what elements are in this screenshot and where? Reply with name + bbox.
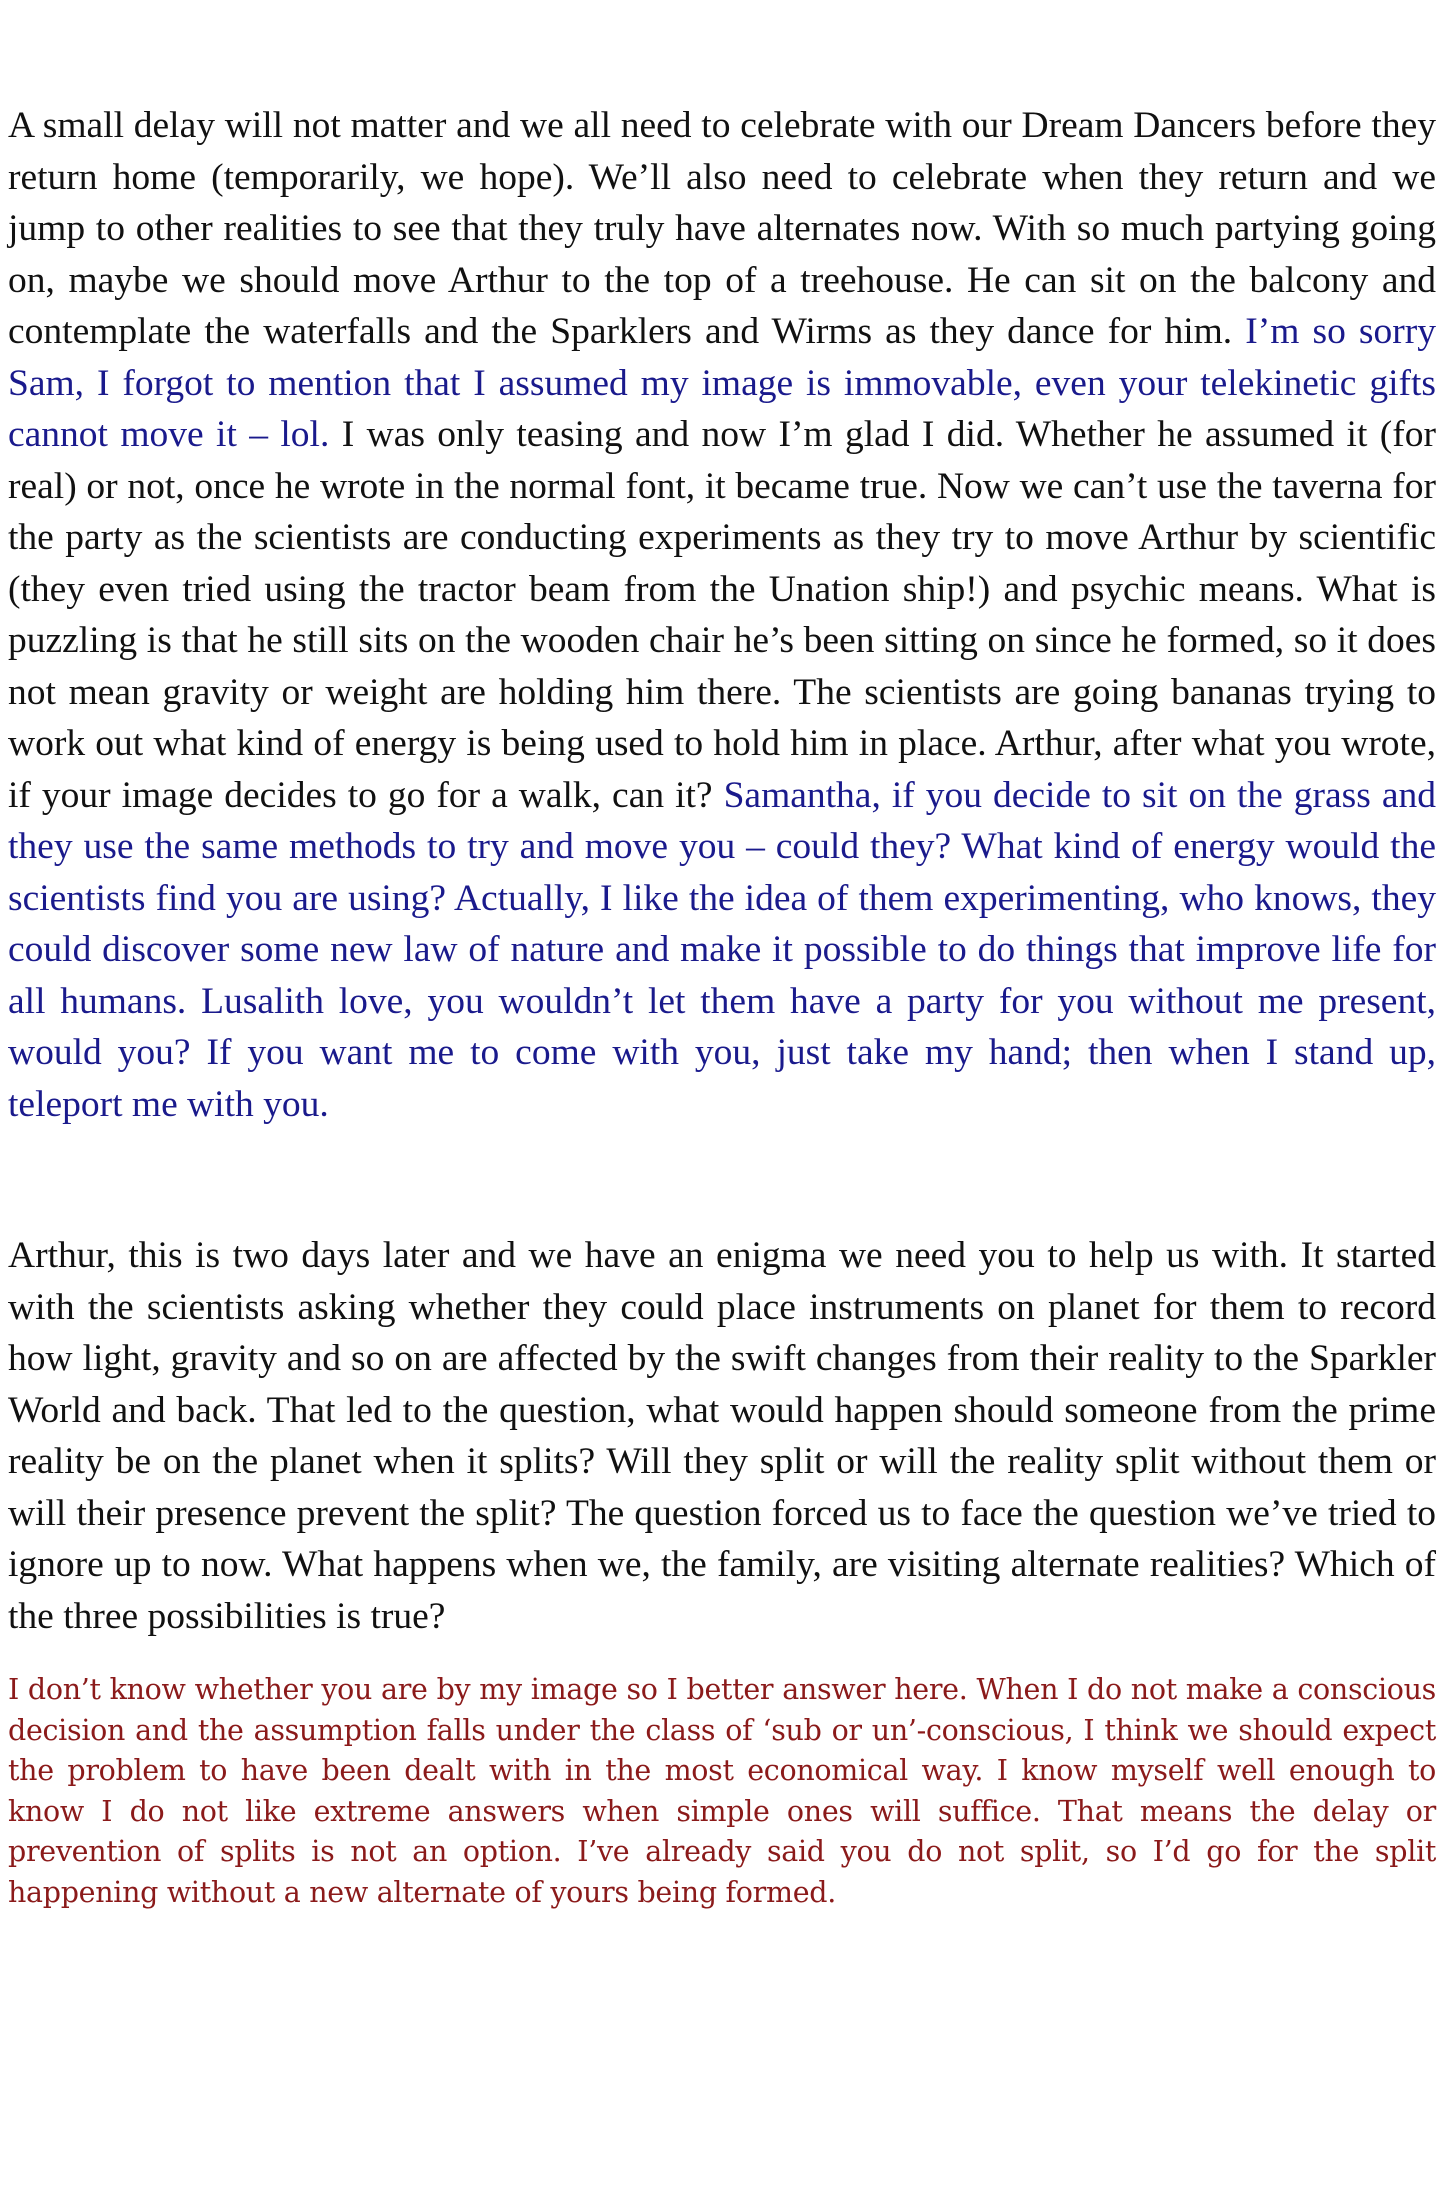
document-page — [8, 100, 1436, 1913]
arthur-answer: I don’t know whether you are by my image so I better answer here. When I do not make a conscious decision and the assumption falls under the class of ‘sub or un’-conscious, I think we should expect the problem to have been dealt with in the most economical way. I know myself well enough to know I do not like extreme answers when simple ones will suffice. That means the delay or prevention of splits is not an option. I’ve already said you do not split, so I’d go for the split happening without a new alternate of yours being formed. — [8, 1673, 1436, 1909]
paragraph-1-text-b: I was only teasing and now I’m glad I did. Whether he assumed it (for real) or not, once he wrote in the normal font, it became true. Now we can’t use the taverna for the party as the scientists are conducting experiments as they try to move Arthur by scientific (they even tried using the tractor beam from the Unation ship!) and psychic means. What is puzzling is that he still sits on the wooden chair he’s been sitting on since he formed, so it does not mean gravity or weight are holding him there. The scientists are going bananas trying to work out what kind of energy is being used to hold him in place. Arthur, after what you wrote, if your image decides to go for a walk, can it? — [8, 414, 1436, 816]
paragraph-2: Arthur, this is two days later and we have an enigma we need you to help us with. It started with the scientists asking whether they could place instruments on planet for them to record how light, gravity and so on are affected by the swift changes from their reality to the Sparkler World and back. That led to the question, what would happen should someone from the prime reality be on the planet when it splits? Will they split or will the reality split without them or will their presence prevent the split? The question forced us to face the question we’ve tried to ignore up to now. What happens when we, the family, are visiting alternate realities? Which of the three possibilities is true? — [8, 1235, 1436, 1637]
paragraph-1-text-a: A small delay will not matter and we all need to celebrate with our Dream Dancers before they return home (temporarily, we hope). We’ll also need to celebrate when they return and we jump to other realities to see that they truly have alternates now. With so much partying going on, maybe we should move Arthur to the top of a treehouse. He can sit on the balcony and contemplate the waterfalls and the Sparklers and Wirms as they dance for him. — [8, 105, 1436, 352]
paragraph-1-arthur-reply: I’m so sorry Sam, I forgot to mention that I assumed my image is immovable, even your telekinetic gifts cannot move it – lol. — [8, 311, 1436, 455]
paragraph-1 — [8, 100, 1436, 1130]
paragraph-1-arthur-question: Samantha, if you decide to sit on the grass and they use the same methods to try and move you – could they? What kind of energy would the scientists find you are using? Actually, I like the idea of them experimenting, who knows, they could discover some new law of nature and make it possible to do things that improve life for all humans. Lusalith love, you wouldn’t let them have a party for you without me present, would you? If you want me to come with you, just take my hand; then when I stand up, teleport me with you. — [8, 774, 1436, 1125]
